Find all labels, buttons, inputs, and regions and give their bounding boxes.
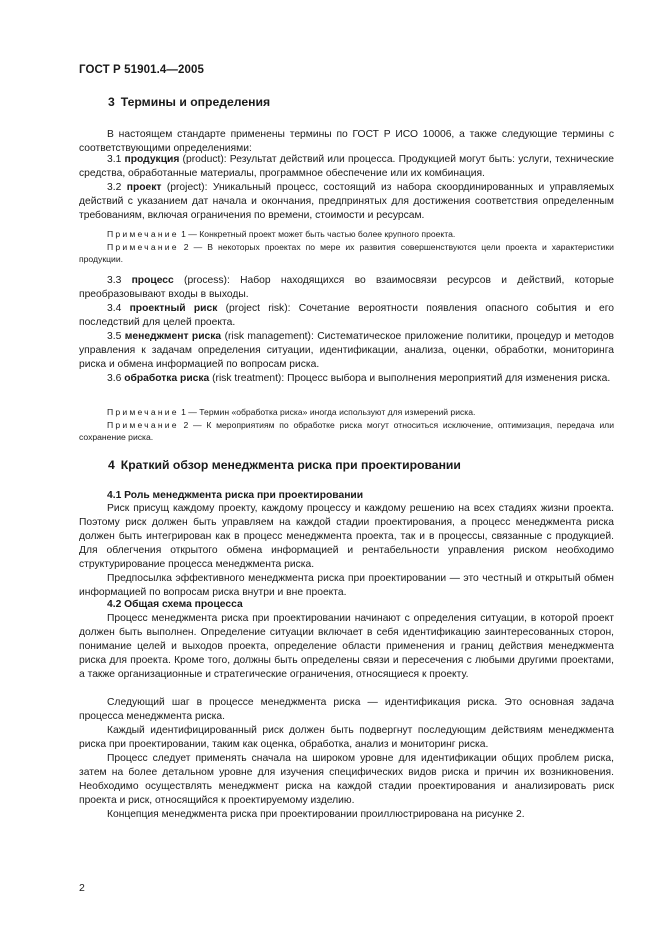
section-number: 3 — [108, 95, 115, 109]
note-4: Примечание 2 — К мероприятиям по обработке риска могут относиться исключение, оптимизация, передача или сохранение риска. — [79, 420, 614, 442]
page-number: 2 — [79, 882, 85, 894]
section-number: 4 — [108, 458, 115, 472]
term-3-3: 3.3 процесс (process): Набор находящихся во взаимосвязи ресурсов и действий, которые преобразовывают входы в выходы. — [79, 275, 614, 300]
section-3-heading — [108, 95, 270, 109]
document-header: ГОСТ Р 51901.4—2005 — [79, 64, 204, 76]
paragraph-4-2-e: Концепция менеджмента риска при проектировании проиллюстрирована на рисунке 2. — [107, 809, 525, 820]
paragraph-4-2-a: Процесс менеджмента риска при проектировании начинают с определения ситуации, в которой проект должен быть выполнен. Определение ситуации включает в себя идентификацию заинтересованных сторон, понимание целей и выходов проекта, определение области применения и границ действия менеджмента риска для проекта. Кроме того, должны быть определены связи и пересечения с любыми другими проектами, а также организационные и стратегические ограничения, относящиеся к проекту. — [79, 613, 614, 680]
subsection-4-2-title: 4.2 Общая схема процесса — [107, 599, 243, 610]
term-3-5: 3.5 менеджмент риска (risk management): Систематическое приложение политики, процедур и методов управления к задачам определения ситуации, идентификации, анализа, оценки, обработки, мониторинга риска и обмена информацией по вопросам риска. — [79, 331, 614, 370]
term-3-6: 3.6 обработка риска (risk treatment): Процесс выбора и выполнения мероприятий для изменения риска. — [107, 373, 611, 384]
note-2: Примечание 2 — В некоторых проектах по мере их развития совершенствуются цели проекта и характеристики продукции. — [79, 242, 614, 264]
section-3-intro: В настоящем стандарте применены термины по ГОСТ Р ИСО 10006, а также следующие термины с соответствующими определениями: — [79, 129, 614, 154]
section-title: Термины и определения — [120, 95, 271, 109]
paragraph-4-2-d: Процесс следует применять сначала на широком уровне для идентификации общих проблем риска, затем на более детальном уровне для изучения специфических видов риска и причин их возникновения. Необходимо осуществлять менеджмент риска на каждой стадии проектирования и анализировать риск проекта и риск, относящийся к проектируемому изделию. — [79, 753, 614, 806]
section-4-heading — [108, 458, 461, 472]
paragraph-4-1-b: Предпосылка эффективного менеджмента риска при проектировании — это честный и открытый обмен информацией по вопросам риска внутри и вне проекта. — [79, 573, 614, 598]
section-title: Краткий обзор менеджмента риска при проектировании — [120, 458, 461, 472]
subsection-4-1-title: 4.1 Роль менеджмента риска при проектировании — [107, 490, 364, 501]
paragraph-4-2-b: Следующий шаг в процессе менеджмента риска — идентификация риска. Это основная задача процесса менеджмента риска. — [79, 697, 614, 722]
term-3-4: 3.4 проектный риск (project risk): Сочетание вероятности появления опасного события и его последствий для целей проекта. — [79, 303, 614, 328]
note-3: Примечание 1 — Термин «обработка риска» иногда используют для измерений риска. — [107, 407, 476, 417]
term-3-2: 3.2 проект (project): Уникальный процесс, состоящий из набора скоординированных и управляемых действий с указанием дат начала и окончания, предпринятых для достижения соответствия определенным требованиям, включая ограничения по времени, стоимости и ресурсам. — [79, 182, 614, 221]
paragraph-4-2-c: Каждый идентифицированный риск должен быть подвергнут последующим действиям менеджмента риска при проектировании, таким как оценка, обработка, анализ и мониторинг риска. — [79, 725, 614, 750]
paragraph-4-1-a: Риск присущ каждому проекту, каждому процессу и каждому решению на всех стадиях жизни проекта. Поэтому риск должен быть управляем на каждой стадии проектирования, а процесс менеджмента риска должен быть интегрирован как в процесс менеджмента проекта, так и в процессы, связанные с продукцией. Для облегчения открытого обмена информацией и рентабельности управления риском необходимо структурирование процесса менеджмента риска. — [79, 503, 614, 570]
note-1: Примечание 1 — Конкретный проект может быть частью более крупного проекта. — [107, 229, 456, 239]
term-3-1: 3.1 продукция (product): Результат действий или процесса. Продукцией могут быть: услуги, технические средства, обработанные материалы, программное обеспечение или их комбинация. — [79, 154, 614, 179]
